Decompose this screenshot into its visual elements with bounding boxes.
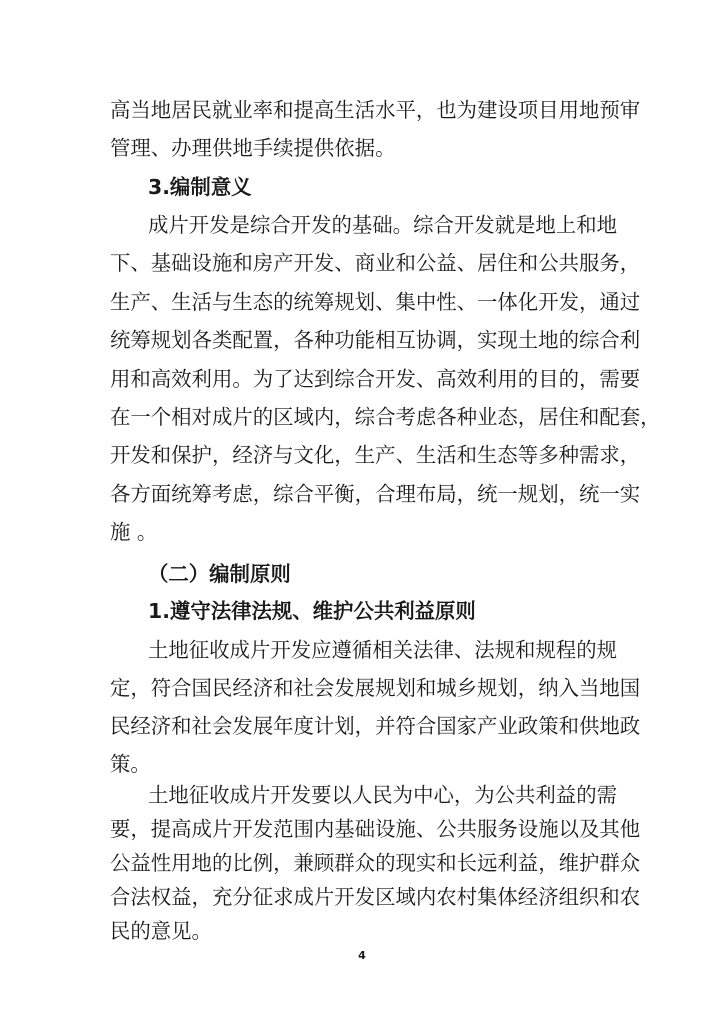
text-line: 民经济和社会发展年度计划，并符合国家产业政策和供地政: [110, 714, 641, 738]
text-line: 民的意见。: [110, 919, 212, 943]
text-line: 成片开发是综合开发的基础。综合开发就是地上和地: [148, 213, 617, 237]
text-line: 要，提高成片开发范围内基础设施、公共服务设施以及其他: [110, 817, 641, 841]
text-line: 施 。: [110, 520, 158, 544]
text-line: 统筹规划各类配置，各种功能相互协调，实现土地的综合利: [110, 328, 641, 352]
section-heading: （二）编制原则: [148, 562, 291, 586]
text-line: 用和高效利用。为了达到综合开发、高效利用的目的，需要: [110, 367, 641, 391]
text-line: 土地征收成片开发要以人民为中心，为公共利益的需: [148, 783, 617, 807]
text-line: 在一个相对成片的区域内，综合考虑各种业态，居住和配套，: [110, 405, 661, 429]
text-line: 各方面统筹考虑，综合平衡，合理布局，统一规划，统一实: [110, 482, 641, 506]
text-line: 生产、生活与生态的统筹规划、集中性、一体化开发，通过: [110, 290, 641, 314]
text-line: 土地征收成片开发应遵循相关法律、法规和规程的规: [148, 638, 617, 662]
text-line: 定，符合国民经济和社会发展规划和城乡规划，纳入当地国: [110, 676, 641, 700]
text-line: 合法权益，充分征求成片开发区域内农村集体经济组织和农: [110, 885, 641, 909]
text-line: 策。: [110, 752, 151, 776]
subsection-heading: 3.编制意义: [148, 175, 252, 199]
text-line: 高当地居民就业率和提高生活水平，也为建设项目用地预审: [110, 98, 641, 122]
text-line: 下、基础设施和房产开发、商业和公益、居住和公共服务，: [110, 251, 641, 275]
text-line: 开发和保护，经济与文化，生产、生活和生态等多种需求，: [110, 443, 641, 467]
subsection-heading: 1.遵守法律法规、维护公共利益原则: [148, 599, 476, 623]
page-number: 4: [358, 949, 366, 962]
text-line: 管理、办理供地手续提供依据。: [110, 136, 396, 160]
text-line: 公益性用地的比例，兼顾群众的现实和长远利益，维护群众: [110, 851, 641, 875]
